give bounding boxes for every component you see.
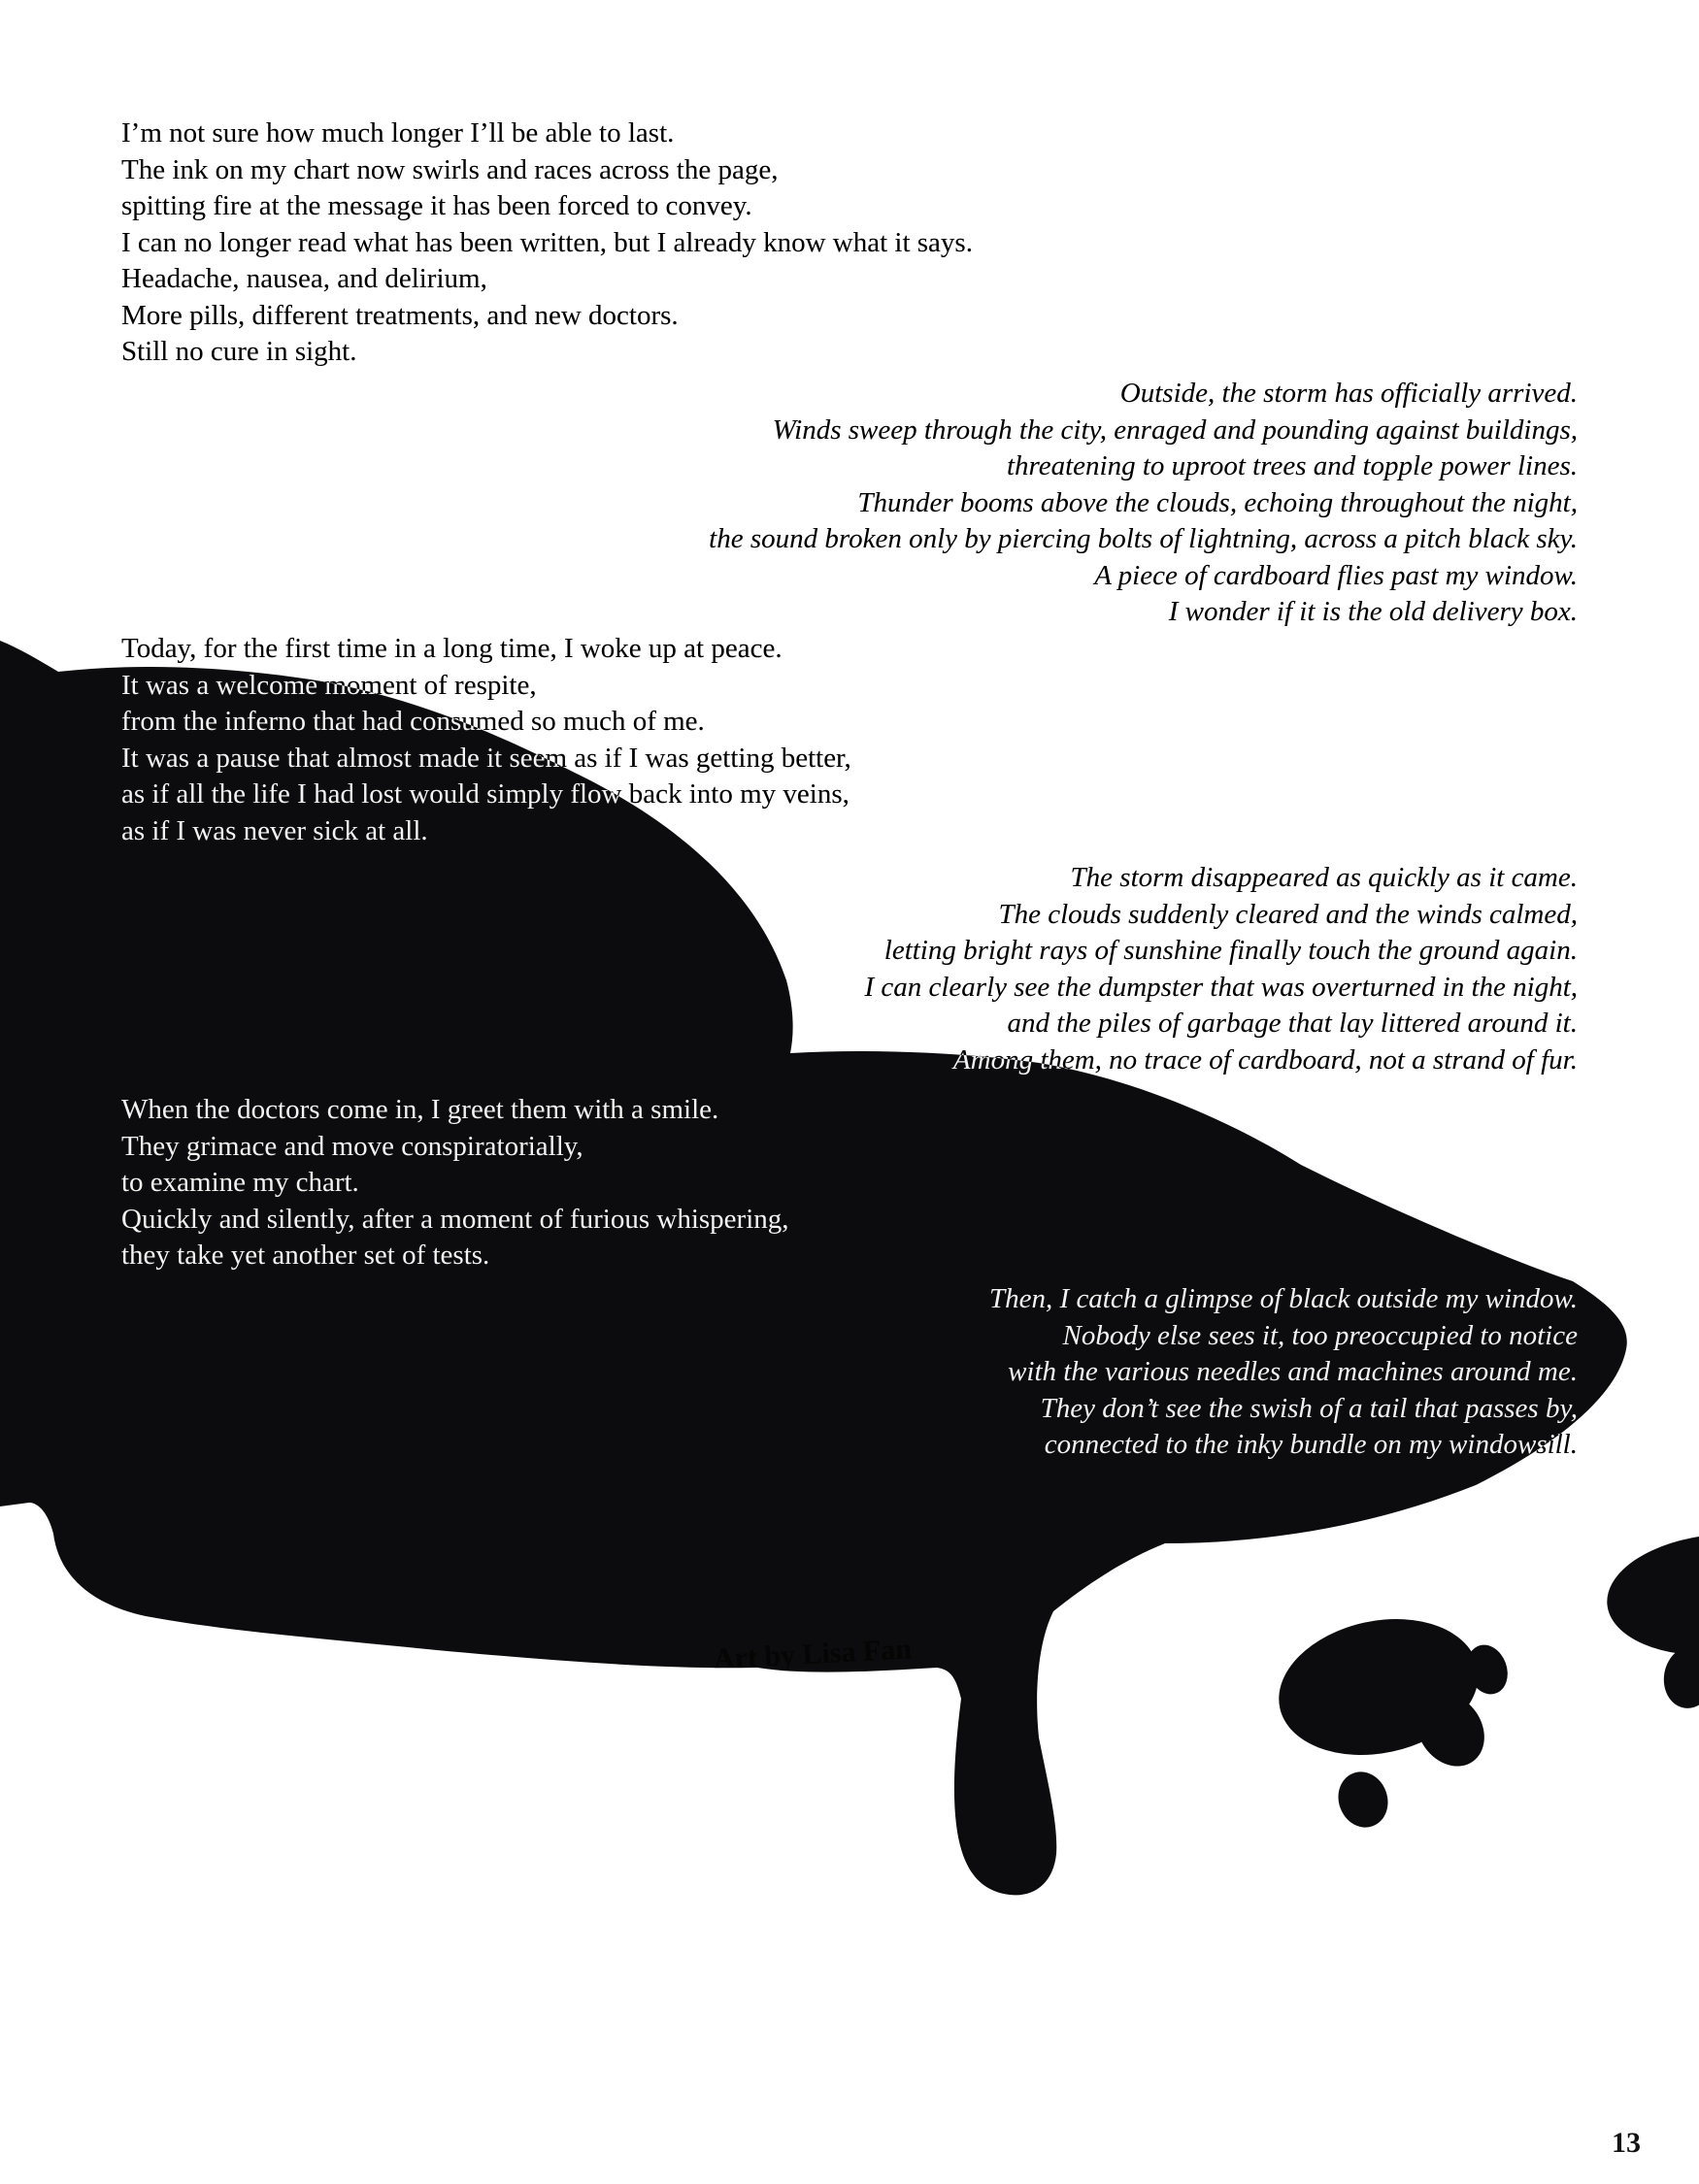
poem-line: as if all the life I had lost would simply flow back into my veins, xyxy=(121,778,850,810)
poem-line: Headache, nausea, and delirium, xyxy=(121,263,487,294)
poem-line: I can clearly see the dumpster that was overturned in the night, xyxy=(864,971,1578,1003)
poem-line: It was a pause that almost made it seem as if I was getting better, xyxy=(121,742,851,774)
poem-line: as if I was never sick at all. xyxy=(121,814,428,846)
poem-line: They don’t see the swish of a tail that passes by, xyxy=(1040,1392,1578,1424)
poem-line: and the piles of garbage that lay littered around it. xyxy=(1007,1008,1578,1039)
poem-line: Nobody else sees it, too preoccupied to notice xyxy=(1062,1319,1578,1351)
poem-line: Winds sweep through the city, enraged and pounding against buildings, xyxy=(772,414,1578,446)
poem-line: with the various needles and machines around me. xyxy=(1008,1356,1578,1387)
poem-line: When the doctors come in, I greet them with a smile. xyxy=(121,1094,719,1125)
poem-line: Quickly and silently, after a moment of furious whispering, xyxy=(121,1203,789,1235)
stanza-2 xyxy=(709,376,1578,631)
poem-line: Thunder booms above the clouds, echoing throughout the night, xyxy=(857,486,1578,518)
poem-line: the sound broken only by piercing bolts of lightning, across a pitch black sky. xyxy=(709,523,1578,554)
poem-line: The ink on my chart now swirls and races across the page, xyxy=(121,153,779,185)
poem-line: I wonder if it is the old delivery box. xyxy=(1168,596,1578,627)
poem-line: they take yet another set of tests. xyxy=(121,1240,490,1271)
art-credit: Art by Lisa Fan xyxy=(713,1633,913,1675)
stanza-5 xyxy=(121,1092,789,1274)
poem-line: I can no longer read what has been written, but I already know what it says. xyxy=(121,226,973,258)
paw-print-pad-edge xyxy=(1602,1525,1699,1665)
poem-line: The clouds suddenly cleared and the winds calmed, xyxy=(998,898,1578,930)
stanza-1 xyxy=(121,116,973,371)
poem-line: connected to the inky bundle on my windowsill. xyxy=(1044,1429,1578,1460)
poem-line: A piece of cardboard flies past my window. xyxy=(1094,559,1578,591)
poem-line: They grimace and move conspiratorially, xyxy=(121,1130,583,1162)
poem-line: It was a welcome moment of respite, xyxy=(121,669,537,701)
paw-print-toe-edge xyxy=(1659,1642,1699,1712)
poem-line: The storm disappeared as quickly as it came. xyxy=(1070,862,1578,893)
poem-line: More pills, different treatments, and new doctors. xyxy=(121,299,679,331)
poem-line: Among them, no trace of cardboard, not a strand of fur. xyxy=(952,1043,1578,1075)
stanza-6 xyxy=(989,1281,1578,1464)
poem-line: Then, I catch a glimpse of black outside my window. xyxy=(989,1283,1578,1314)
poem-line: spitting fire at the message it has been forced to convey. xyxy=(121,190,752,221)
poem-line: threatening to uproot trees and topple power lines. xyxy=(1006,450,1578,481)
page-number: 13 xyxy=(1612,2127,1641,2159)
poem-line: from the inferno that had consumed so much of me. xyxy=(121,706,705,737)
stanza-3 xyxy=(121,631,851,849)
poem-line: letting bright rays of sunshine finally touch the ground again. xyxy=(883,935,1578,966)
poem-line: to examine my chart. xyxy=(121,1167,359,1198)
stanza-4 xyxy=(864,860,1578,1078)
poem-line: Today, for the first time in a long time, I woke up at peace. xyxy=(121,633,783,664)
paw-print-toe xyxy=(1331,1765,1396,1835)
poem-line: Outside, the storm has officially arrived. xyxy=(1119,378,1578,409)
poem-line: I’m not sure how much longer I’ll be able to last. xyxy=(121,117,675,149)
poem-line: Still no cure in sight. xyxy=(121,336,357,367)
